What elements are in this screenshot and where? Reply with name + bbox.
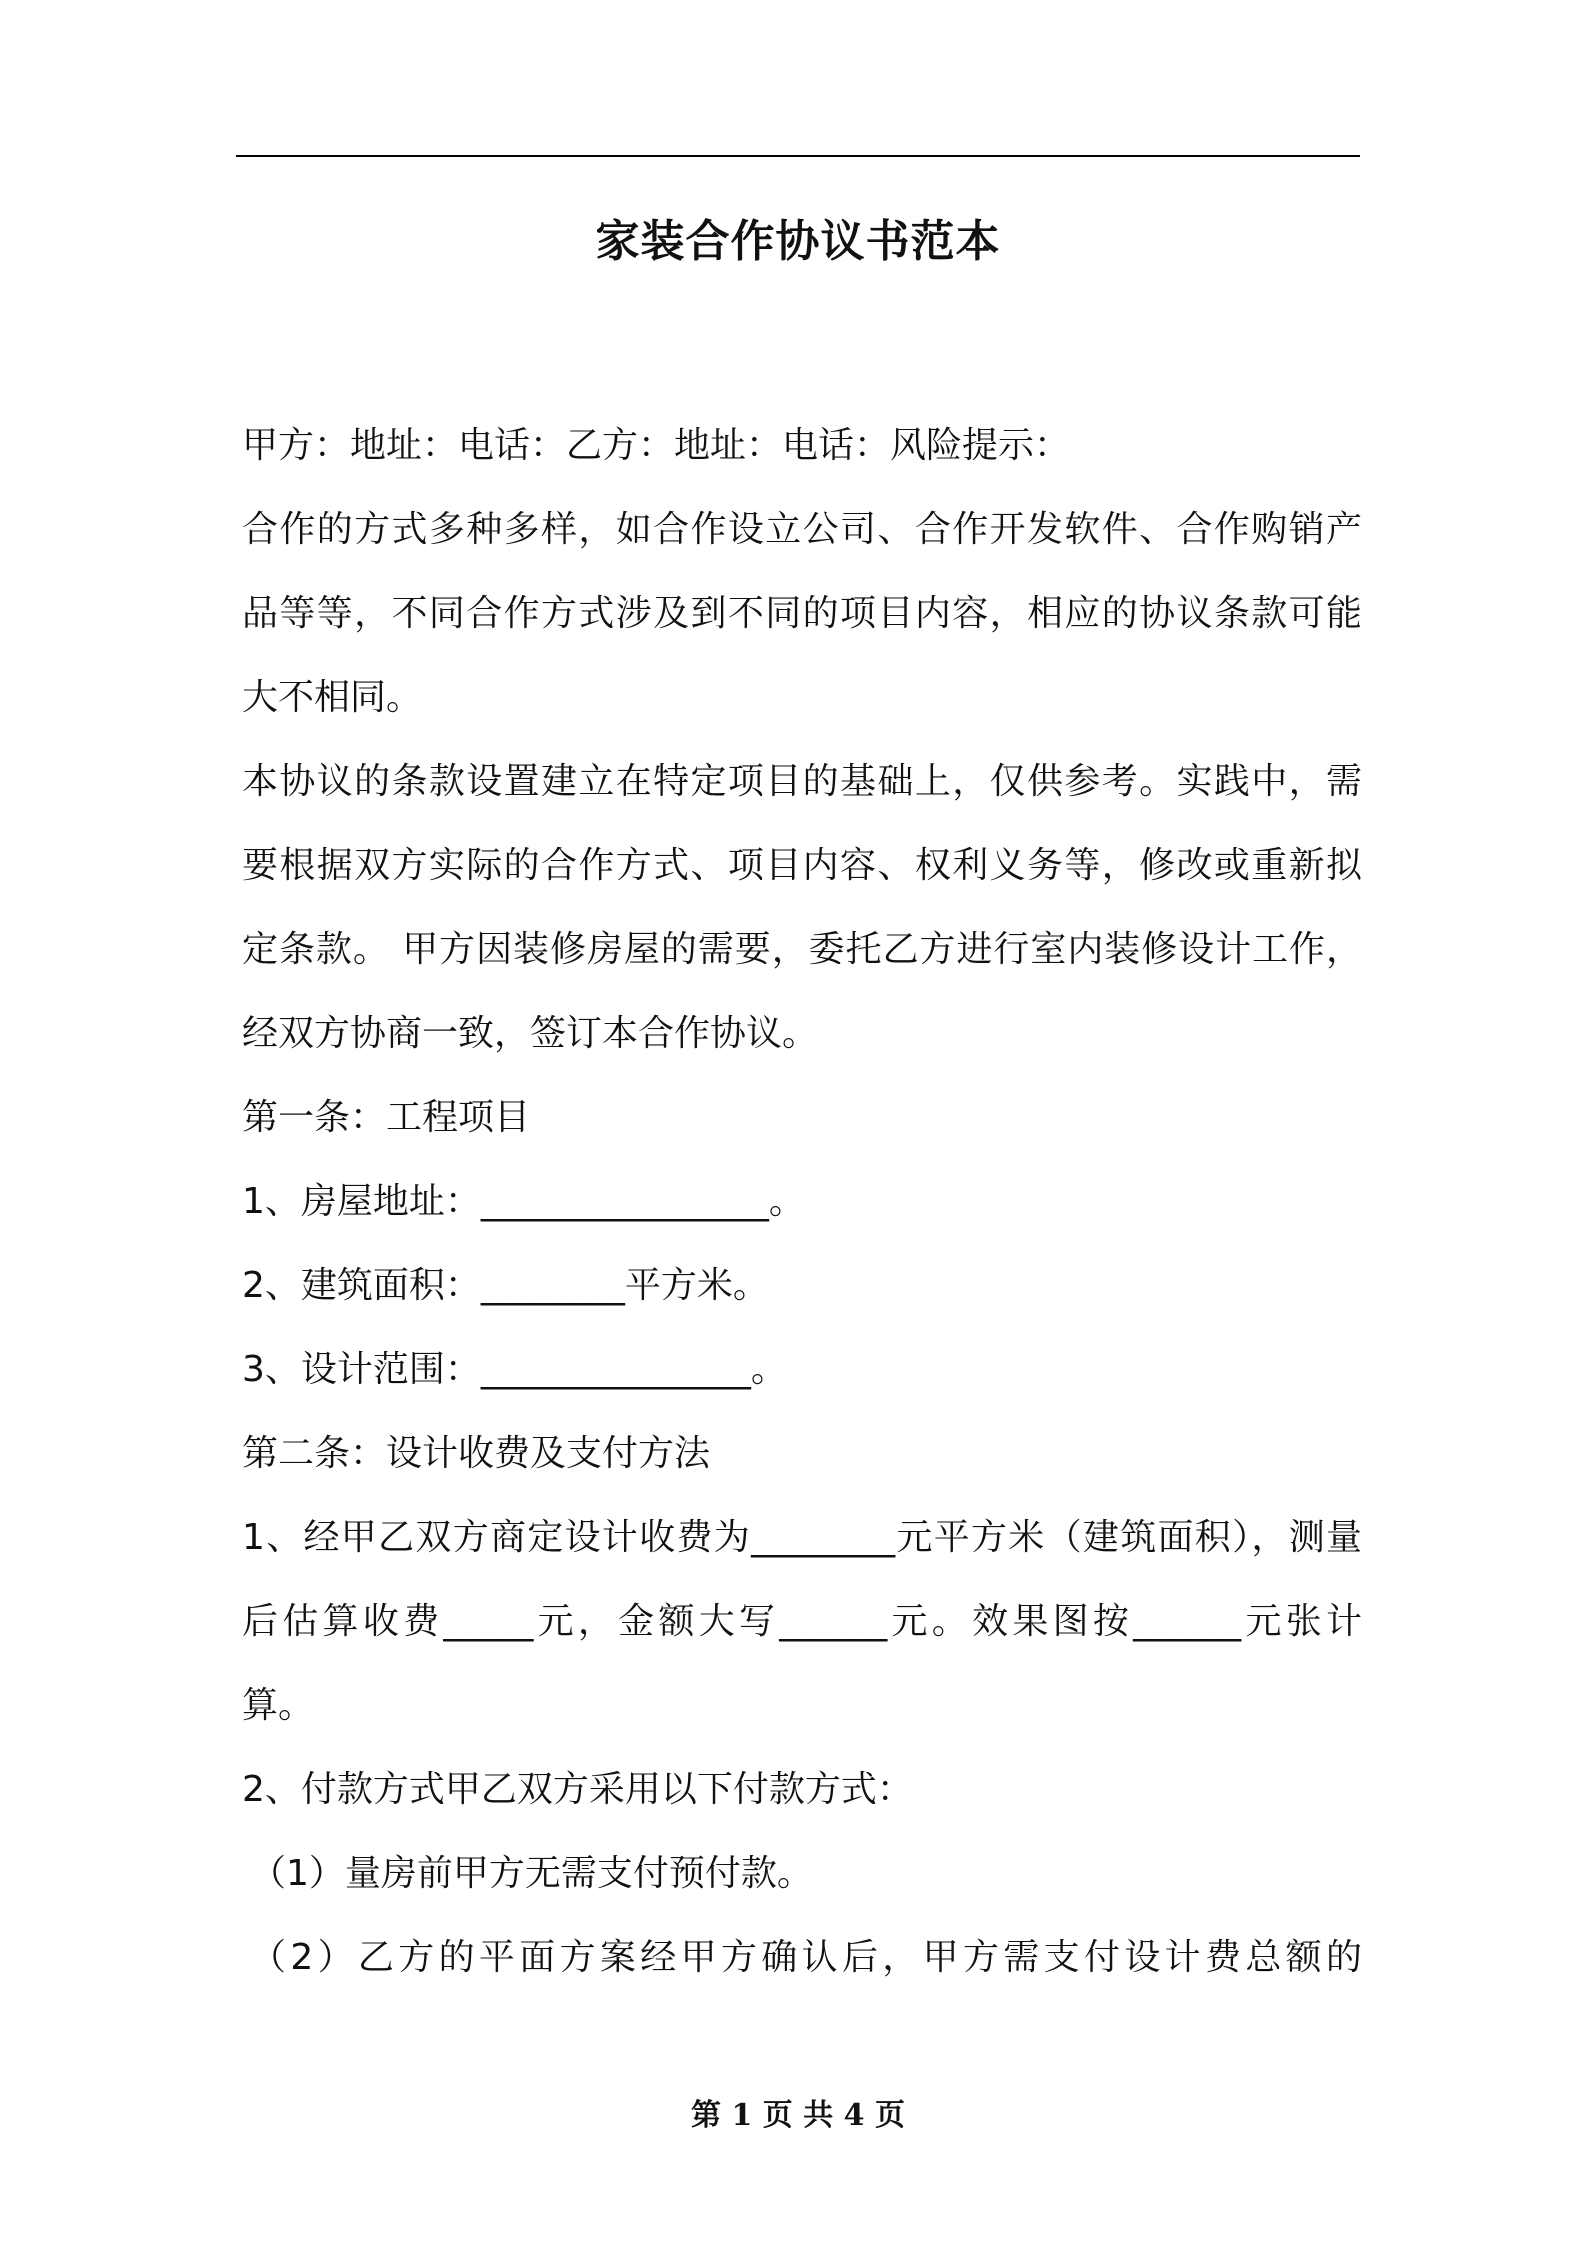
document-title: 家装合作协议书范本 [595, 216, 1001, 267]
article-heading: 第一条：工程项目 [242, 1097, 531, 1138]
clause-item: 1、经甲乙双方商定设计收费为________元平方米（建筑面积），测量 [242, 1517, 1362, 1558]
clause-item: 后估算收费_____元，金额大写______元。效果图按______元张计 [242, 1601, 1362, 1642]
clause-item: 3、设计范围：_______________。 [242, 1349, 787, 1390]
paragraph-line: 定条款。 甲方因装修房屋的需要，委托乙方进行室内装修设计工作， [242, 929, 1362, 970]
page-number: 第 1 页 共 4 页 [691, 2098, 905, 2133]
parties-line: 甲方：地址：电话：乙方：地址：电话：风险提示： [242, 425, 1071, 466]
clause-item: 算。 [242, 1685, 315, 1726]
article-heading: 第二条：设计收费及支付方法 [242, 1433, 711, 1474]
clause-item: 1、房屋地址：________________。 [242, 1181, 805, 1222]
paragraph-line: 本协议的条款设置建立在特定项目的基础上，仅供参考。实践中，需 [242, 761, 1362, 802]
header-rule [236, 155, 1360, 157]
paragraph-line: 要根据双方实际的合作方式、项目内容、权利义务等，修改或重新拟 [242, 845, 1362, 886]
clause-item: 2、付款方式甲乙双方采用以下付款方式： [242, 1769, 913, 1810]
paragraph-line: 大不相同。 [242, 677, 423, 718]
clause-item: 2、建筑面积：________平方米。 [242, 1265, 769, 1306]
paragraph-line: 品等等，不同合作方式涉及到不同的项目内容，相应的协议条款可能 [242, 593, 1362, 634]
paragraph-line: 合作的方式多种多样，如合作设立公司、合作开发软件、合作购销产 [242, 509, 1362, 550]
sub-clause-item: （2）乙方的平面方案经甲方确认后，甲方需支付设计费总额的 [250, 1937, 1362, 1978]
document-body [242, 404, 1362, 2000]
paragraph-line: 经双方协商一致，签订本合作协议。 [242, 1013, 819, 1054]
sub-clause-item: （1）量房前甲方无需支付预付款。 [250, 1853, 813, 1894]
